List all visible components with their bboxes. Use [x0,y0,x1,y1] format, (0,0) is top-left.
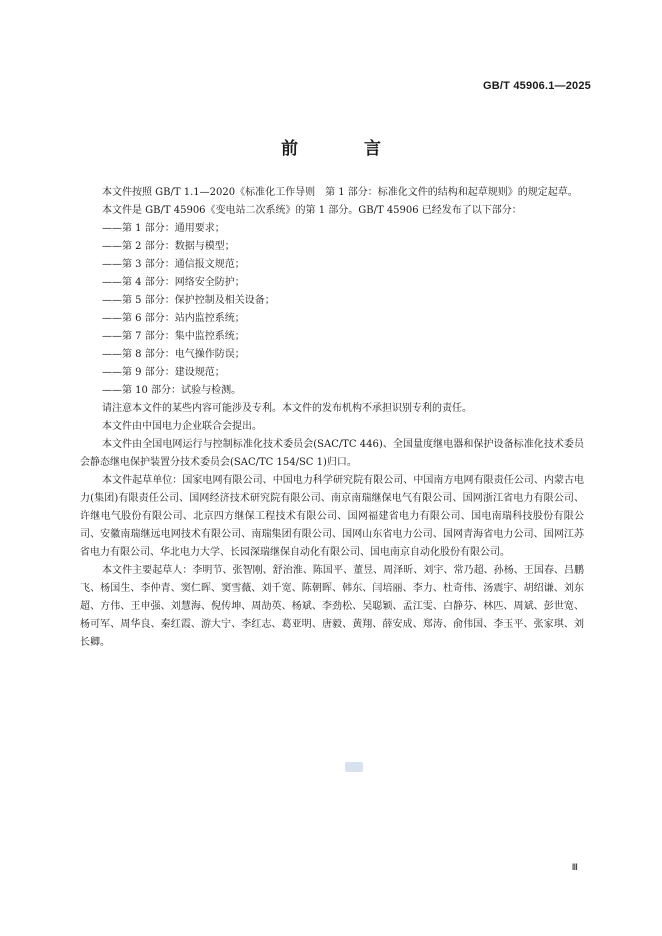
paragraph-drafting-units: 本文件起草单位：国家电网有限公司、中国电力科学研究院有限公司、中国南方电网有限责任公司、内蒙古电力(集团)有限责任公司、国网经济技术研究院有限公司、南京南瑞继保电气有限公司、国网浙江省电力有限公司、许继电气股份有限公司、北京四方继保工程技术有限公司、国网福建省电力有限公司、国电南瑞科技股份有限公司、安徽南瑞继远电网技术有限公司、南瑞集团有限公司、国网山东省电力公司、国网青海省电力公司、国网江苏省电力有限公司、华北电力大学、长园深瑞继保自动化有限公司、国电南京自动化股份有限公司。 [80,475,584,558]
paragraph-part-of: 本文件是 GB/T 45906《变电站二次系统》的第 1 部分。GB/T 45906 已经发布了以下部分： [102,205,522,216]
list-item: ——第 2 部分：数据与模型； [102,241,235,252]
parts-list [80,220,584,400]
list-item: ——第 10 部分：试验与检测。 [102,385,242,396]
page-title: 前 言 [281,139,411,159]
paragraph-committee: 本文件由全国电网运行与控制标准化技术委员会(SAC/TC 446)、全国量度继电器和保护设备标准化技术委员会静态继电保护装置分技术委员会(SAC/TC 154/SC 1)归口。 [80,439,584,468]
list-item: ——第 4 部分：网络安全防护； [102,277,245,288]
paragraph-drafters: 本文件主要起草人：李明节、张智刚、舒治淮、陈国平、董昱、周泽昕、刘宇、常乃超、孙杨、王国春、吕鹏飞、杨国生、李仲青、窦仁晖、窦雪薇、刘千宽、陈朝晖、韩东、闫培丽、李力、杜奇伟、汤震宇、胡绍谦、刘东超、方伟、王申强、刘慧海、倪传坤、周劼英、杨斌、李劲松、吴聪颖、孟江雯、白静芬、林匹、周斌、彭世宽、杨可军、周华良、秦红霞、游大宁、李红志、葛亚明、唐毅、黄翔、薛安成、郑涛、俞伟国、李玉平、张家琪、刘长卿。 [80,565,584,648]
list-item: ——第 7 部分：集中监控系统； [102,331,245,342]
list-item: ——第 3 部分：通信报文规范； [102,259,245,270]
list-item: ——第 8 部分：电气操作防误； [102,349,245,360]
list-item: ——第 5 部分：保护控制及相关设备； [102,295,275,306]
paragraph-proposer: 本文件由中国电力企业联合会提出。 [102,421,262,432]
paragraph-basis: 本文件按照 GB/T 1.1—2020《标准化工作导则 第 1 部分：标准化文件的结构和起草规则》的规定起草。 [102,187,578,198]
watermark-logo [345,762,363,772]
list-item: ——第 9 部分：建设规范； [102,367,225,378]
list-item: ——第 1 部分：通用要求； [102,223,225,234]
paragraph-patent-notice: 请注意本文件的某些内容可能涉及专利。本文件的发布机构不承担识别专利的责任。 [102,403,472,414]
page-number: Ⅲ [571,862,578,872]
standard-code: GB/T 45906.1—2025 [483,80,591,92]
document-body [80,184,584,652]
list-item: ——第 6 部分：站内监控系统； [102,313,245,324]
